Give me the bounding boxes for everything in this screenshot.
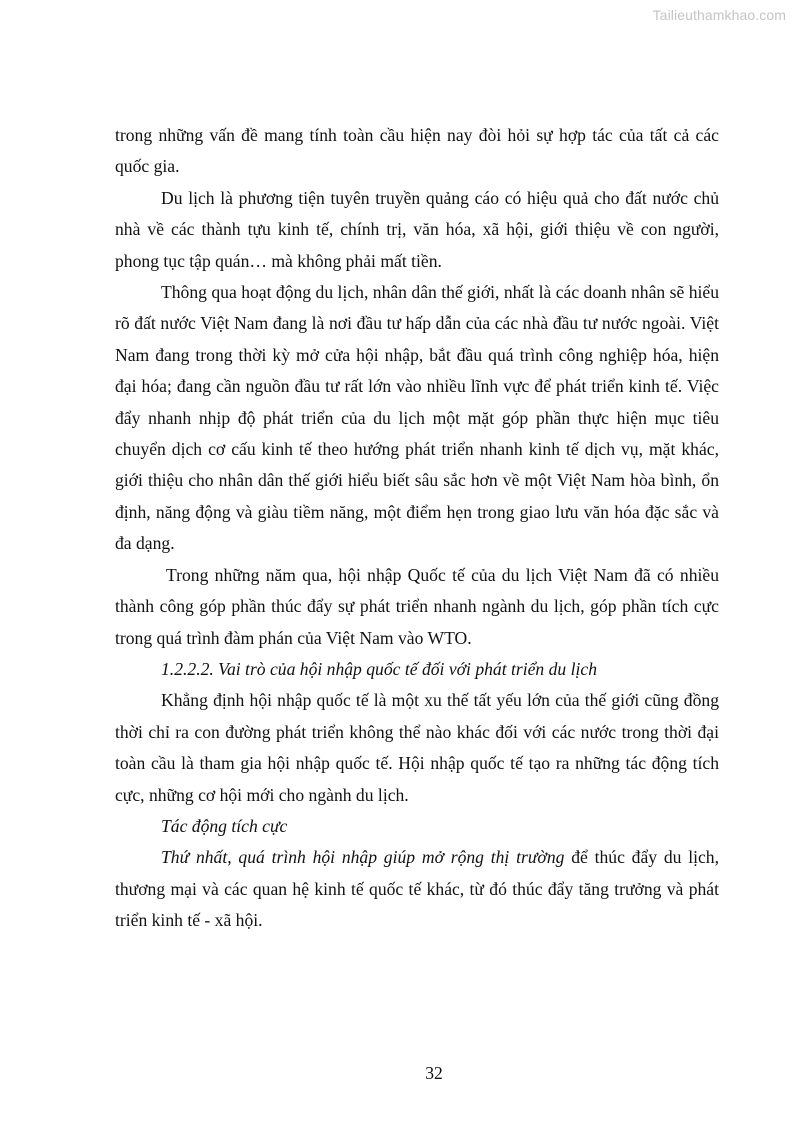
paragraph-6-italic-lead: Thứ nhất, quá trình hội nhập giúp mở rộng thị trường	[161, 847, 565, 868]
watermark-text: Tailieuthamkhao.com	[652, 7, 786, 23]
paragraph-6-rest: để thúc đẩy du lịch, thương mại và các quan hệ kinh tế quốc tế khác, từ đó thúc đẩy tăng trưởng và phát triển kinh tế - xã hội.	[115, 847, 719, 931]
subheading-positive-impact: Tác động tích cực	[161, 815, 288, 836]
paragraph-6	[115, 842, 719, 936]
paragraph-3: Thông qua hoạt động du lịch, nhân dân thế giới, nhất là các doanh nhân sẽ hiểu rõ đất nước Việt Nam đang là nơi đầu tư hấp dẫn của các nhà đầu tư nước ngoài. Việt Nam đang trong thời kỳ mở cửa hội nhập, bắt đầu quá trình công nghiệp hóa, hiện đại hóa; đang cần nguồn đầu tư rất lớn vào nhiều lĩnh vực để phát triển kinh tế. Việc đẩy nhanh nhịp độ phát triển của du lịch một mặt góp phần thực hiện mục tiêu chuyển dịch cơ cấu kinh tế theo hướng phát triển nhanh kinh tế dịch vụ, mặt khác, giới thiệu cho nhân dân thế giới hiểu biết sâu sắc hơn về một Việt Nam hòa bình, ổn định, năng động và giàu tiềm năng, một điểm hẹn trong giao lưu văn hóa đặc sắc và đa dạng.	[115, 282, 719, 554]
section-heading: 1.2.2.2. Vai trò của hội nhập quốc tế đối với phát triển du lịch	[161, 658, 597, 679]
paragraph-2: Du lịch là phương tiện tuyên truyền quảng cáo có hiệu quả cho đất nước chủ nhà về các thành tựu kinh tế, chính trị, văn hóa, xã hội, giới thiệu về con người, phong tục tập quán… mà không phải mất tiền.	[115, 187, 719, 271]
paragraph-4: Trong những năm qua, hội nhập Quốc tế của du lịch Việt Nam đã có nhiều thành công góp phần thúc đẩy sự phát triển nhanh ngành du lịch, góp phần tích cực trong quá trình đàm phán của Việt Nam vào WTO.	[115, 564, 719, 648]
document-body	[115, 120, 719, 937]
paragraph-5: Khẳng định hội nhập quốc tế là một xu thế tất yếu lớn của thế giới cũng đồng thời chỉ ra con đường phát triển không thể nào khác đối với các nước trong thời đại toàn cầu là tham gia hội nhập quốc tế. Hội nhập quốc tế tạo ra những tác động tích cực, những cơ hội mới cho ngành du lịch.	[115, 690, 719, 805]
paragraph-1: trong những vấn đề mang tính toàn cầu hiện nay đòi hỏi sự hợp tác của tất cả các quốc gia.	[115, 125, 719, 177]
page-number: 32	[425, 1063, 443, 1083]
